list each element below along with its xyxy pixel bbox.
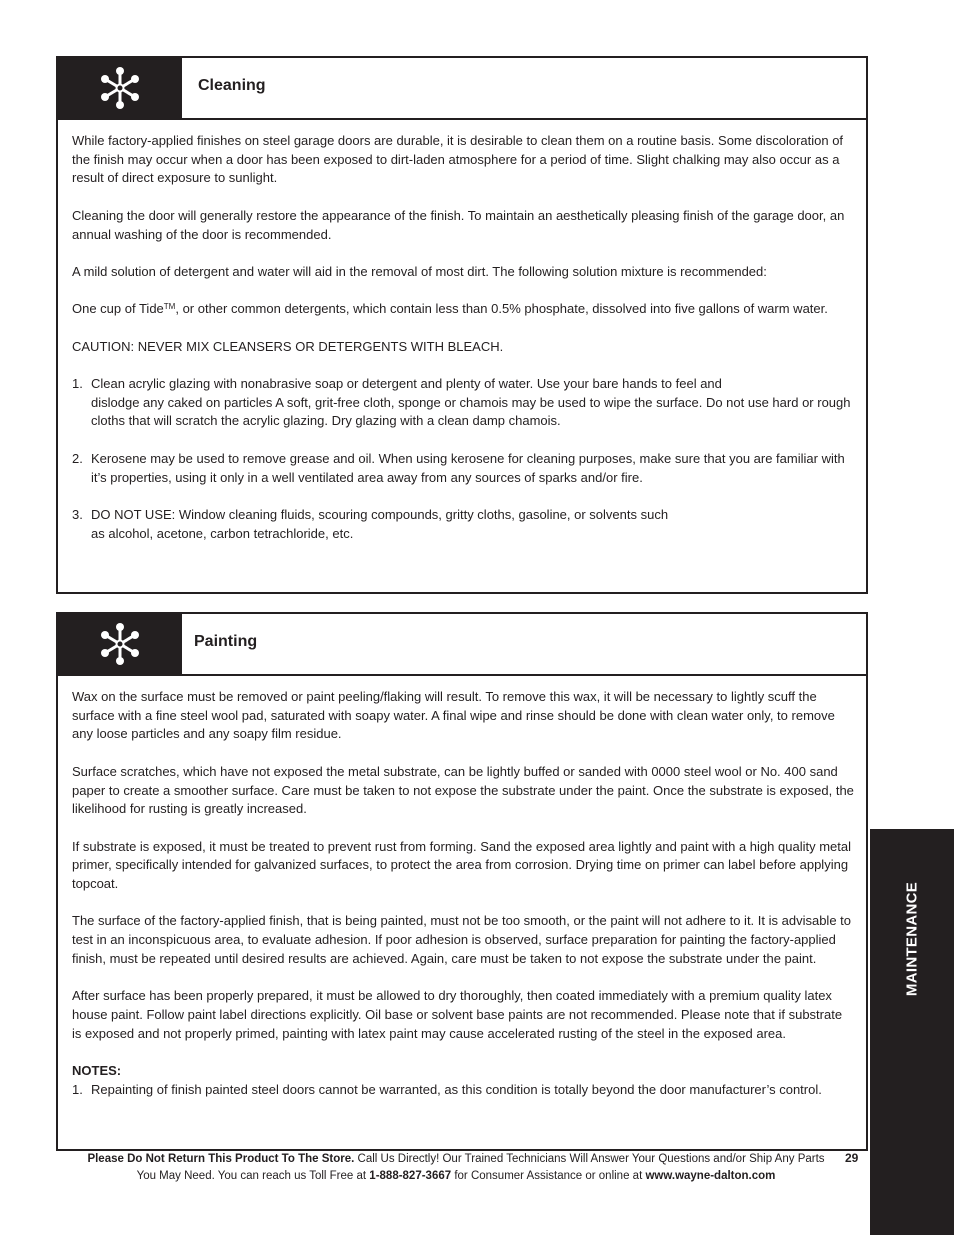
footer-text: Call Us Directly! Our Trained Technicians Will Answer Your Questions and/or Ship Any Parts — [354, 1153, 825, 1165]
footer-text: You May Need. You can reach us Toll Free at — [136, 1170, 370, 1182]
side-tab — [870, 829, 954, 1235]
painting-paragraph: Wax on the surface must be removed or paint peeling/flaking will result. To remove this wax, it will be necessary to lightly scuff the surface with a fine steel wool pad, saturated with soapy water. A final wipe and rinse should be done with clean water only, to remove any loose particles and any soapy film residue. — [72, 689, 835, 742]
footer-line — [56, 1168, 856, 1185]
footer-phone: 1-888-827-3667 — [369, 1170, 452, 1182]
painting-paragraph: If substrate is exposed, it must be treated to prevent rust from forming. Sand the exposed area lightly and paint with a high quality metal primer, specifically intended for galvanized surfaces, to protect the area from corrosion. Drying time on primer can label before applying topcoat. — [72, 838, 851, 891]
list-text: DO NOT USE: Window cleaning fluids, scouring compounds, gritty cloths, gasoline, or solvents such — [91, 506, 669, 522]
list-text: dislodge any caked on particles A soft, grit-free cloth, sponge or chamois may be used to wipe the surface. Do not use hard or rough cloths that will scratch the acrylic glazing. Dry glazing with a clean damp chamois. — [91, 394, 851, 429]
snowflake-icon — [98, 66, 142, 110]
painting-header — [58, 614, 866, 676]
trademark-mark: TM — [163, 302, 176, 312]
cleaning-title: Cleaning — [198, 77, 266, 94]
caution-text: CAUTION: NEVER MIX CLEANSERS OR DETERGENTS WITH BLEACH. — [72, 338, 504, 354]
cleaning-list — [72, 375, 854, 543]
painting-icon-box — [58, 614, 182, 674]
page-number: 29 — [845, 1151, 859, 1165]
cleaning-paragraph: While factory-applied finishes on steel garage doors are durable, it is desirable to clean them on a routine basis. Some discoloration of the finish may occur when a door has been exposed to dirt-laden atmosphere for a period of time. Slight chalking may also occur as a result of direct exposure to sunlight. — [72, 133, 844, 186]
solution-suffix: , or other common detergents, which contain less than 0.5% phosphate, dissolved into five gallons of warm water. — [175, 301, 828, 317]
list-text: as alcohol, acetone, carbon tetrachloride, etc. — [91, 525, 354, 541]
list-item — [72, 1081, 854, 1100]
painting-paragraph: After surface has been properly prepared, it must be allowed to dry thoroughly, then coated immediately with a premium quality latex house paint. Follow paint label directions explicitly. Oil base or solvent base paints are not recommended. Please note that if substrate is exposed and not properly primed, painting with latex paint may cause accelerated rusting of the steel in the exposed area. — [72, 988, 843, 1041]
solution-prefix: One cup of Tide — [72, 301, 164, 317]
cleaning-body — [72, 132, 854, 562]
painting-paragraph: Surface scratches, which have not exposed the metal substrate, can be lightly buffed or sanded with 0000 steel wool or No. 400 sand paper to create a smoother surface. Care must be taken to not expose the substrate under the paint. Once the substrate is exposed, the likelihood for rusting is greatly increased. — [72, 763, 854, 817]
list-number: 1. — [72, 376, 83, 392]
notes-heading: NOTES: — [72, 1062, 122, 1078]
cleaning-paragraph: A mild solution of detergent and water will aid in the removal of most dirt. The following solution mixture is recommended: — [72, 263, 767, 279]
page-footer — [56, 1151, 859, 1185]
footer-text: for Consumer Assistance or online at — [451, 1170, 646, 1182]
list-item — [72, 375, 854, 431]
snowflake-icon — [98, 622, 142, 666]
list-text: Clean acrylic glazing with nonabrasive soap or detergent and plenty of water. Use your bare hands to feel and — [91, 376, 722, 392]
footer-line — [56, 1151, 859, 1168]
notes-list — [72, 1081, 854, 1100]
footer-bold-text: Please Do Not Return This Product To The Store. — [87, 1153, 355, 1165]
list-number: 2. — [72, 450, 83, 466]
side-tab-label: MAINTENANCE — [903, 881, 921, 997]
list-text: Repainting of finish painted steel doors cannot be warranted, as this condition is totally beyond the door manufacturer’s control. — [91, 1081, 822, 1097]
cleaning-paragraph: Cleaning the door will generally restore the appearance of the finish. To maintain an aesthetically pleasing finish of the garage door, an annual washing of the door is recommended. — [72, 207, 845, 242]
painting-paragraph: The surface of the factory-applied finish, that is being painted, must not be too smooth, or the paint will not adhere to it. It is advisable to test in an inconspicuous area, to evaluate adhesion. If poor adhesion is observed, surface preparation for painting the factory-applied finish, must be repeated until desired results are achieved. Again, care must be taken to not expose the substrate under the paint. — [72, 913, 851, 966]
list-item — [72, 450, 854, 487]
footer-website: www.wayne-dalton.com — [645, 1170, 776, 1182]
painting-body — [72, 688, 854, 1099]
painting-title: Painting — [194, 633, 258, 650]
solution-paragraph — [72, 300, 854, 319]
cleaning-section — [56, 56, 868, 594]
list-number: 3. — [72, 506, 83, 522]
list-number: 1. — [72, 1081, 83, 1097]
painting-section — [56, 612, 868, 1151]
list-item — [72, 506, 854, 543]
cleaning-icon-box — [58, 58, 182, 118]
cleaning-header — [58, 58, 866, 120]
list-text: Kerosene may be used to remove grease and oil. When using kerosene for cleaning purposes, make sure that you are familiar with it’s properties, using it only in a well ventilated area away from any sources of sparks and/or fire. — [91, 450, 845, 485]
